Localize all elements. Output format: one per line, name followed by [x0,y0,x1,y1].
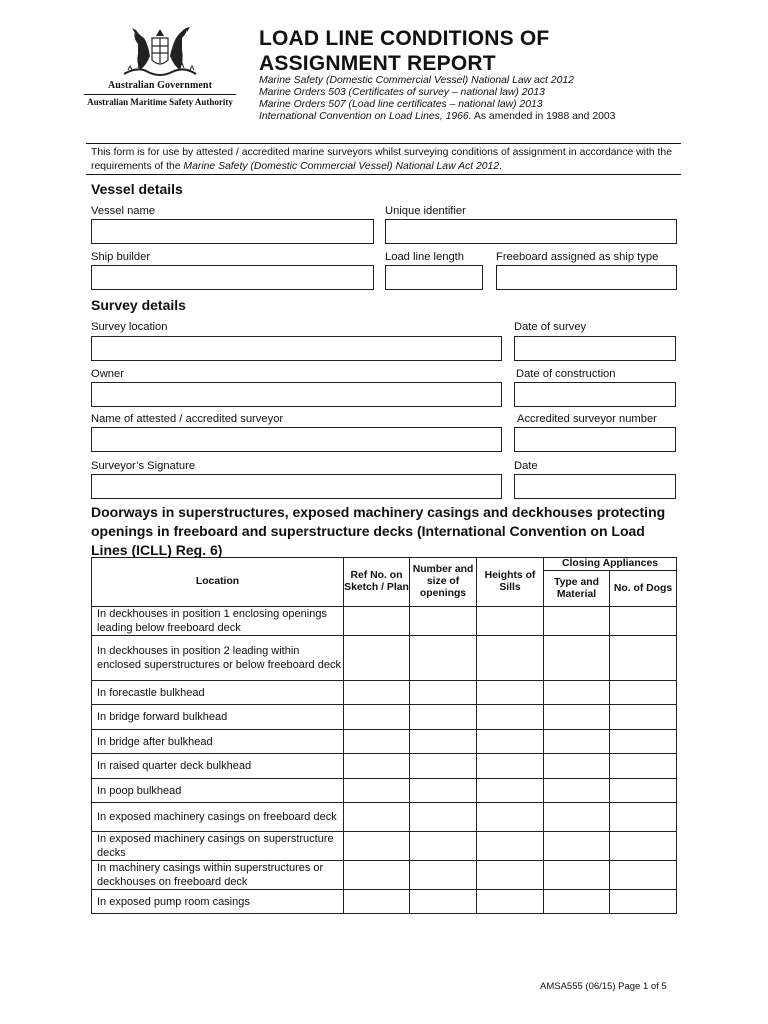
government-logo-text [80,80,240,107]
number-cell[interactable] [410,636,477,681]
type-cell[interactable] [544,681,610,705]
number-cell[interactable] [410,832,477,861]
heights-cell[interactable] [477,607,544,636]
ref-cell[interactable] [344,890,410,914]
ref-cell[interactable] [344,803,410,832]
gov-name: Australian Government [107,80,213,91]
number-cell[interactable] [410,861,477,890]
row-location: In exposed pump room casings [92,890,344,914]
table-row [92,705,677,730]
ref-cell[interactable] [344,754,410,779]
col-number: Number and size of openings [410,558,477,607]
vessel-name-field[interactable] [91,219,374,244]
type-cell[interactable] [544,730,610,754]
table-row [92,832,677,861]
number-cell[interactable] [410,681,477,705]
dogs-cell[interactable] [610,861,677,890]
type-cell[interactable] [544,607,610,636]
row-location: In forecastle bulkhead [92,681,344,705]
col-heights: Heights of Sills [477,558,544,607]
table-row [92,681,677,705]
ref-cell[interactable] [344,832,410,861]
survey-location-label: Survey location [91,321,168,333]
ref-cell[interactable] [344,681,410,705]
heights-cell[interactable] [477,890,544,914]
date-label: Date [514,460,538,472]
unique-identifier-field[interactable] [385,219,677,244]
heights-cell[interactable] [477,705,544,730]
number-cell[interactable] [410,705,477,730]
surveyor-number-field[interactable] [514,427,676,452]
dogs-cell[interactable] [610,832,677,861]
type-cell[interactable] [544,890,610,914]
dogs-cell[interactable] [610,681,677,705]
heights-cell[interactable] [477,803,544,832]
type-cell[interactable] [544,832,610,861]
date-of-construction-label: Date of construction [516,368,616,380]
ref-line: International Convention on Load Lines, 1966. As amended in 1988 and 2003 [259,111,616,122]
col-closing: Closing Appliances [544,558,677,571]
row-location: In exposed machinery casings on superstructure decks [92,832,344,861]
number-cell[interactable] [410,754,477,779]
agency-name: Australian Maritime Safety Authority [87,97,233,107]
number-cell[interactable] [410,803,477,832]
vessel-name-label: Vessel name [91,205,156,217]
table-row [92,636,677,681]
intro-text: This form is for use by attested / accredited marine surveyors whilst surveying conditions of assignment in accordance with the requirements of the Marine Safety (Domestic Commercial Vessel) National Law Act 2012. [91,147,672,172]
dogs-cell[interactable] [610,636,677,681]
table-row [92,754,677,779]
col-type: Type and Material [544,571,610,607]
heights-cell[interactable] [477,754,544,779]
dogs-cell[interactable] [610,730,677,754]
row-location: In machinery casings within superstructures or deckhouses on freeboard deck [92,861,344,890]
row-location: In bridge forward bulkhead [92,705,344,730]
row-location: In deckhouses in position 2 leading within enclosed superstructures or below freeboard deck [92,636,344,681]
date-of-survey-label: Date of survey [514,321,587,333]
type-cell[interactable] [544,636,610,681]
table-row [92,861,677,890]
divider [86,174,681,175]
table-row [92,607,677,636]
survey-details-heading: Survey details [91,297,186,313]
row-location: In exposed machinery casings on freeboard deck [92,803,344,832]
ref-line: Marine Orders 503 (Certificates of survey – national law) 2013 [259,87,545,98]
col-dogs: No. of Dogs [610,571,677,607]
number-cell[interactable] [410,730,477,754]
ref-cell[interactable] [344,861,410,890]
row-location: In bridge after bulkhead [92,730,344,754]
ref-cell[interactable] [344,607,410,636]
number-cell[interactable] [410,890,477,914]
freeboard-field[interactable] [496,265,677,290]
heights-cell[interactable] [477,861,544,890]
number-cell[interactable] [410,779,477,803]
col-location: Location [92,558,344,607]
heights-cell[interactable] [477,832,544,861]
ref-cell[interactable] [344,779,410,803]
table-row [92,803,677,832]
form-title: LOAD LINE CONDITIONS OF ASSIGNMENT REPORT [259,27,550,75]
surveyor-name-field[interactable] [91,427,502,452]
date-of-survey-field[interactable] [514,336,676,361]
ref-line: Marine Safety (Domestic Commercial Vessel) National Law act 2012 [259,75,574,86]
type-cell[interactable] [544,803,610,832]
divider [86,143,681,144]
dogs-cell[interactable] [610,607,677,636]
owner-field[interactable] [91,382,502,407]
ref-cell[interactable] [344,730,410,754]
row-location: In raised quarter deck bulkhead [92,754,344,779]
surveyor-signature-field[interactable] [91,474,502,499]
dogs-cell[interactable] [610,779,677,803]
date-of-construction-field[interactable] [514,382,676,407]
ref-line: Marine Orders 507 (Load line certificates – national law) 2013 [259,99,543,110]
col-ref: Ref No. on Sketch / Plan [344,558,410,607]
row-location: In deckhouses in position 1 enclosing openings leading below freeboard deck [92,607,344,636]
surveyor-number-label: Accredited surveyor number [517,413,657,425]
doorways-table [91,557,677,914]
row-location: In poop bulkhead [92,779,344,803]
dogs-cell[interactable] [610,890,677,914]
legislation-references [259,75,615,123]
vessel-details-heading: Vessel details [91,181,183,197]
table-row [92,730,677,754]
table-row [92,890,677,914]
number-cell[interactable] [410,607,477,636]
coat-of-arms-icon [118,26,202,82]
type-cell[interactable] [544,861,610,890]
surveyor-name-label: Name of attested / accredited surveyor [91,413,284,425]
heights-cell[interactable] [477,730,544,754]
owner-label: Owner [91,368,124,380]
surveyor-signature-label: Surveyor’s Signature [91,460,196,472]
dogs-cell[interactable] [610,705,677,730]
table-row [92,779,677,803]
freeboard-label: Freeboard assigned as ship type [496,251,659,263]
type-cell[interactable] [544,779,610,803]
dogs-cell[interactable] [610,803,677,832]
load-line-length-label: Load line length [385,251,465,263]
heights-cell[interactable] [477,681,544,705]
date-field[interactable] [514,474,676,499]
ship-builder-label: Ship builder [91,251,151,263]
ref-cell[interactable] [344,636,410,681]
ref-cell[interactable] [344,705,410,730]
heights-cell[interactable] [477,636,544,681]
dogs-cell[interactable] [610,754,677,779]
load-line-length-field[interactable] [385,265,483,290]
doorways-heading: Doorways in superstructures, exposed machinery casings and deckhouses protecting openings in freeboard and superstructure decks (International Convention on Load Lines (ICLL) Reg. 6) [91,504,666,558]
type-cell[interactable] [544,754,610,779]
ship-builder-field[interactable] [91,265,374,290]
heights-cell[interactable] [477,779,544,803]
page-footer: AMSA555 (06/15) Page 1 of 5 [540,981,667,992]
survey-location-field[interactable] [91,336,502,361]
type-cell[interactable] [544,705,610,730]
unique-identifier-label: Unique identifier [385,205,466,217]
